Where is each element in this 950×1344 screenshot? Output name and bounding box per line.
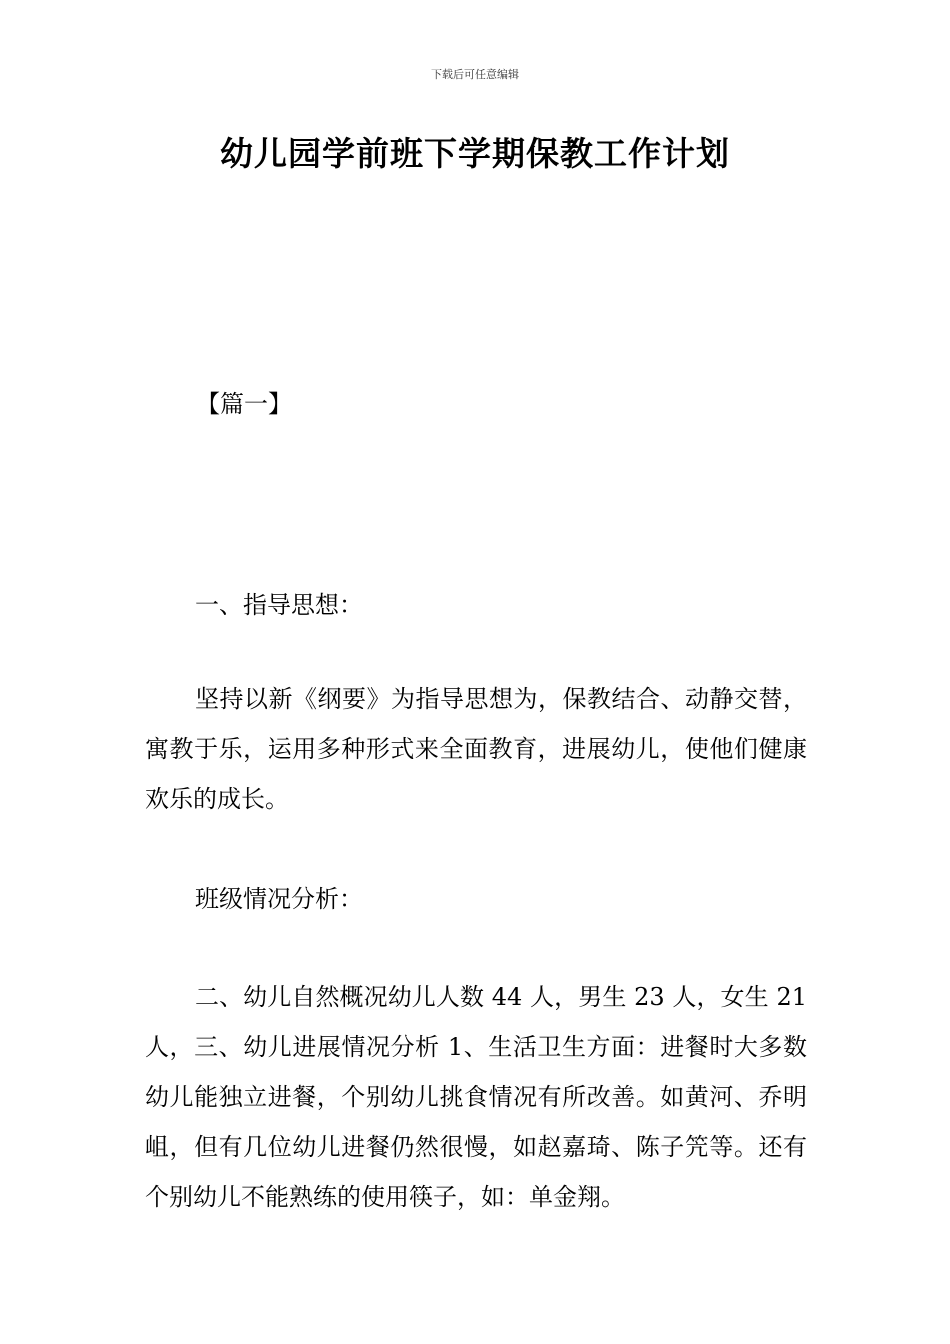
header-note: 下载后可任意编辑 [431, 68, 519, 81]
document-title: 幼儿园学前班下学期保教工作计划 [220, 134, 730, 173]
guiding-paragraph: 坚持以新《纲要》为指导思想为，保教结合、动静交替，寓教于乐，运用多种形式来全面教育，进展幼儿，使他们健康欢乐的成长。 [145, 685, 807, 813]
class-analysis-paragraph: 二、幼儿自然概况幼儿人数 44 人，男生 23 人，女生 21 人，三、幼儿进展情况分析 1、生活卫生方面：进餐时大多数幼儿能独立进餐，个别幼儿挑食情况有所改善。如黄河、乔明岨，但有几位幼儿进餐仍然很慢，如赵嘉琦、陈子笐等。还有个别幼儿不能熟练的使用筷子，如：单金翔。 [145, 983, 807, 1211]
section-label: 【篇一】 [196, 390, 292, 418]
class-analysis-heading: 班级情况分析： [195, 885, 363, 913]
guiding-heading: 一、指导思想： [195, 591, 363, 619]
